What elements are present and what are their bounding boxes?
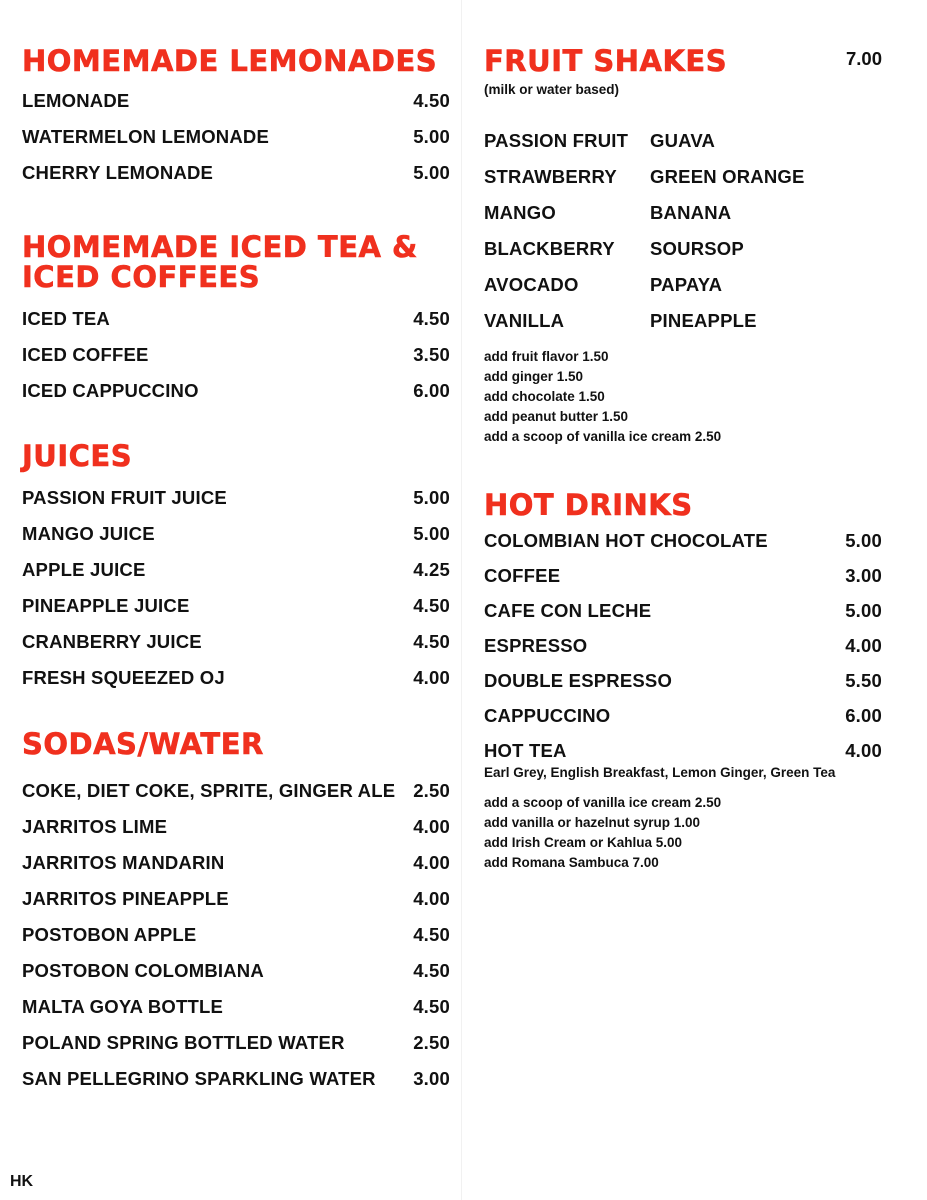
flavor-item: VANILLA	[484, 310, 565, 331]
item-price: 4.50	[413, 631, 450, 652]
shake-addons	[484, 347, 882, 447]
item-price: 4.50	[413, 595, 450, 616]
addon-line: add peanut butter 1.50	[484, 409, 629, 424]
menu-item	[484, 558, 882, 593]
item-name: CAFE CON LECHE	[484, 600, 652, 621]
shakes-price: 7.00	[845, 48, 882, 69]
flavor-item: SOURSOP	[650, 238, 744, 259]
iced-list	[22, 301, 450, 409]
item-name: HOT TEA	[484, 740, 567, 761]
juices-list	[22, 480, 450, 696]
flavor-item: BLACKBERRY	[484, 238, 615, 259]
item-price: 2.50	[413, 1032, 450, 1053]
item-name: FRESH SQUEEZED OJ	[22, 667, 225, 688]
item-price: 3.00	[845, 565, 882, 586]
menu-item	[484, 733, 882, 768]
item-name: JARRITOS MANDARIN	[22, 852, 225, 873]
item-name: ICED TEA	[22, 308, 110, 329]
menu-item	[22, 480, 450, 516]
item-price: 5.00	[413, 162, 450, 183]
item-price: 4.00	[845, 740, 882, 761]
menu-item	[22, 552, 450, 588]
item-price: 5.00	[413, 523, 450, 544]
item-price: 4.50	[413, 924, 450, 945]
item-name: COLOMBIAN HOT CHOCOLATE	[484, 530, 768, 551]
item-price: 4.00	[845, 635, 882, 656]
section-heading-hot: HOT DRINKS	[484, 488, 693, 522]
menu-item	[22, 1025, 450, 1061]
item-name: PASSION FRUIT JUICE	[22, 487, 227, 508]
item-price: 6.00	[413, 380, 450, 401]
item-price: 5.00	[845, 600, 882, 621]
item-name: PINEAPPLE JUICE	[22, 595, 190, 616]
hot-drinks-section	[484, 490, 882, 873]
item-price: 2.50	[413, 780, 450, 801]
flavor-item: GREEN ORANGE	[650, 166, 805, 187]
section-heading-juices: JUICES	[22, 439, 133, 473]
sodas-section	[22, 729, 450, 1097]
addon-line: add chocolate 1.50	[484, 389, 605, 404]
menu-item	[484, 523, 882, 558]
heading-line: ICED COFFEES	[22, 260, 261, 294]
section-heading-shakes: FRUIT SHAKES	[484, 44, 728, 78]
flavor-item: STRAWBERRY	[484, 166, 617, 187]
menu-item	[484, 663, 882, 698]
hot-list	[484, 523, 882, 768]
iced-section	[22, 232, 450, 409]
item-price: 4.00	[413, 816, 450, 837]
menu-item	[22, 301, 450, 337]
item-price: 6.00	[845, 705, 882, 726]
item-price: 4.50	[413, 960, 450, 981]
heading-line: HOMEMADE ICED TEA &	[22, 230, 418, 264]
item-name: APPLE JUICE	[22, 559, 146, 580]
menu-item	[22, 119, 450, 155]
flavor-item: PINEAPPLE	[650, 310, 757, 331]
menu-item	[22, 373, 450, 409]
flavor-item: MANGO	[484, 202, 556, 223]
item-price: 3.50	[413, 344, 450, 365]
section-heading-sodas: SODAS/WATER	[22, 727, 264, 761]
juices-section	[22, 441, 450, 696]
hot-addons	[484, 793, 882, 873]
menu-item	[22, 953, 450, 989]
shakes-subtitle: (milk or water based)	[484, 82, 620, 97]
menu-item	[484, 628, 882, 663]
menu-item	[22, 588, 450, 624]
item-name: LEMONADE	[22, 90, 130, 111]
addon-line: add a scoop of vanilla ice cream 2.50	[484, 429, 722, 444]
item-price: 4.00	[413, 888, 450, 909]
menu-item	[22, 773, 450, 809]
item-price: 4.25	[413, 559, 450, 580]
menu-item	[22, 881, 450, 917]
item-name: ICED COFFEE	[22, 344, 149, 365]
menu-item	[22, 989, 450, 1025]
item-price: 4.00	[413, 852, 450, 873]
item-name: ESPRESSO	[484, 635, 588, 656]
menu-item	[484, 698, 882, 733]
item-name: POSTOBON COLOMBIANA	[22, 960, 264, 981]
section-heading-iced	[22, 232, 450, 292]
sodas-list	[22, 773, 450, 1097]
item-name: CAPPUCCINO	[484, 705, 611, 726]
item-price: 5.00	[845, 530, 882, 551]
item-name: POSTOBON APPLE	[22, 924, 197, 945]
item-price: 3.00	[413, 1068, 450, 1089]
menu-item	[22, 845, 450, 881]
item-name: CRANBERRY JUICE	[22, 631, 202, 652]
item-name: JARRITOS PINEAPPLE	[22, 888, 229, 909]
item-name: WATERMELON LEMONADE	[22, 126, 270, 147]
item-name: POLAND SPRING BOTTLED WATER	[22, 1032, 345, 1053]
menu-item	[484, 593, 882, 628]
item-price: 4.50	[413, 308, 450, 329]
item-name: MALTA GOYA BOTTLE	[22, 996, 224, 1017]
menu-item	[22, 809, 450, 845]
item-name: JARRITOS LIME	[22, 816, 168, 837]
addon-line: add a scoop of vanilla ice cream 2.50	[484, 795, 722, 810]
item-price: 4.00	[413, 667, 450, 688]
menu-item	[22, 917, 450, 953]
item-name: COKE, DIET COKE, SPRITE, GINGER ALE	[22, 780, 396, 801]
addon-line: add ginger 1.50	[484, 369, 584, 384]
item-name: CHERRY LEMONADE	[22, 162, 214, 183]
shake-flavors	[484, 123, 882, 339]
flavor-item: PASSION FRUIT	[484, 130, 629, 151]
menu-item	[22, 83, 450, 119]
flavor-item: GUAVA	[650, 130, 716, 151]
item-price: 5.00	[413, 126, 450, 147]
footer-mark: HK	[10, 1173, 34, 1190]
lemonades-section	[22, 46, 450, 191]
lemonades-list	[22, 83, 450, 191]
item-name: SAN PELLEGRINO SPARKLING WATER	[22, 1068, 376, 1089]
item-name: MANGO JUICE	[22, 523, 155, 544]
flavor-item: PAPAYA	[650, 274, 723, 295]
shakes-section	[484, 46, 882, 447]
menu-item	[22, 337, 450, 373]
menu-item	[22, 516, 450, 552]
addon-line: add Romana Sambuca 7.00	[484, 855, 659, 870]
menu-item	[22, 1061, 450, 1097]
flavor-item: BANANA	[650, 202, 732, 223]
menu-item	[22, 660, 450, 696]
addon-line: add Irish Cream or Kahlua 5.00	[484, 835, 683, 850]
item-price: 5.00	[413, 487, 450, 508]
menu-item	[22, 155, 450, 191]
item-price: 4.50	[413, 90, 450, 111]
flavor-item: AVOCADO	[484, 274, 579, 295]
section-heading-lemonades: HOMEMADE LEMONADES	[22, 44, 438, 78]
addon-line: add fruit flavor 1.50	[484, 349, 609, 364]
item-name: ICED CAPPUCCINO	[22, 380, 199, 401]
item-price: 5.50	[845, 670, 882, 691]
item-name: COFFEE	[484, 565, 561, 586]
item-name: DOUBLE ESPRESSO	[484, 670, 673, 691]
item-price: 4.50	[413, 996, 450, 1017]
column-divider	[461, 0, 462, 1200]
tea-varieties: Earl Grey, English Breakfast, Lemon Ginger, Green Tea	[484, 765, 836, 780]
addon-line: add vanilla or hazelnut syrup 1.00	[484, 815, 701, 830]
menu-item	[22, 624, 450, 660]
